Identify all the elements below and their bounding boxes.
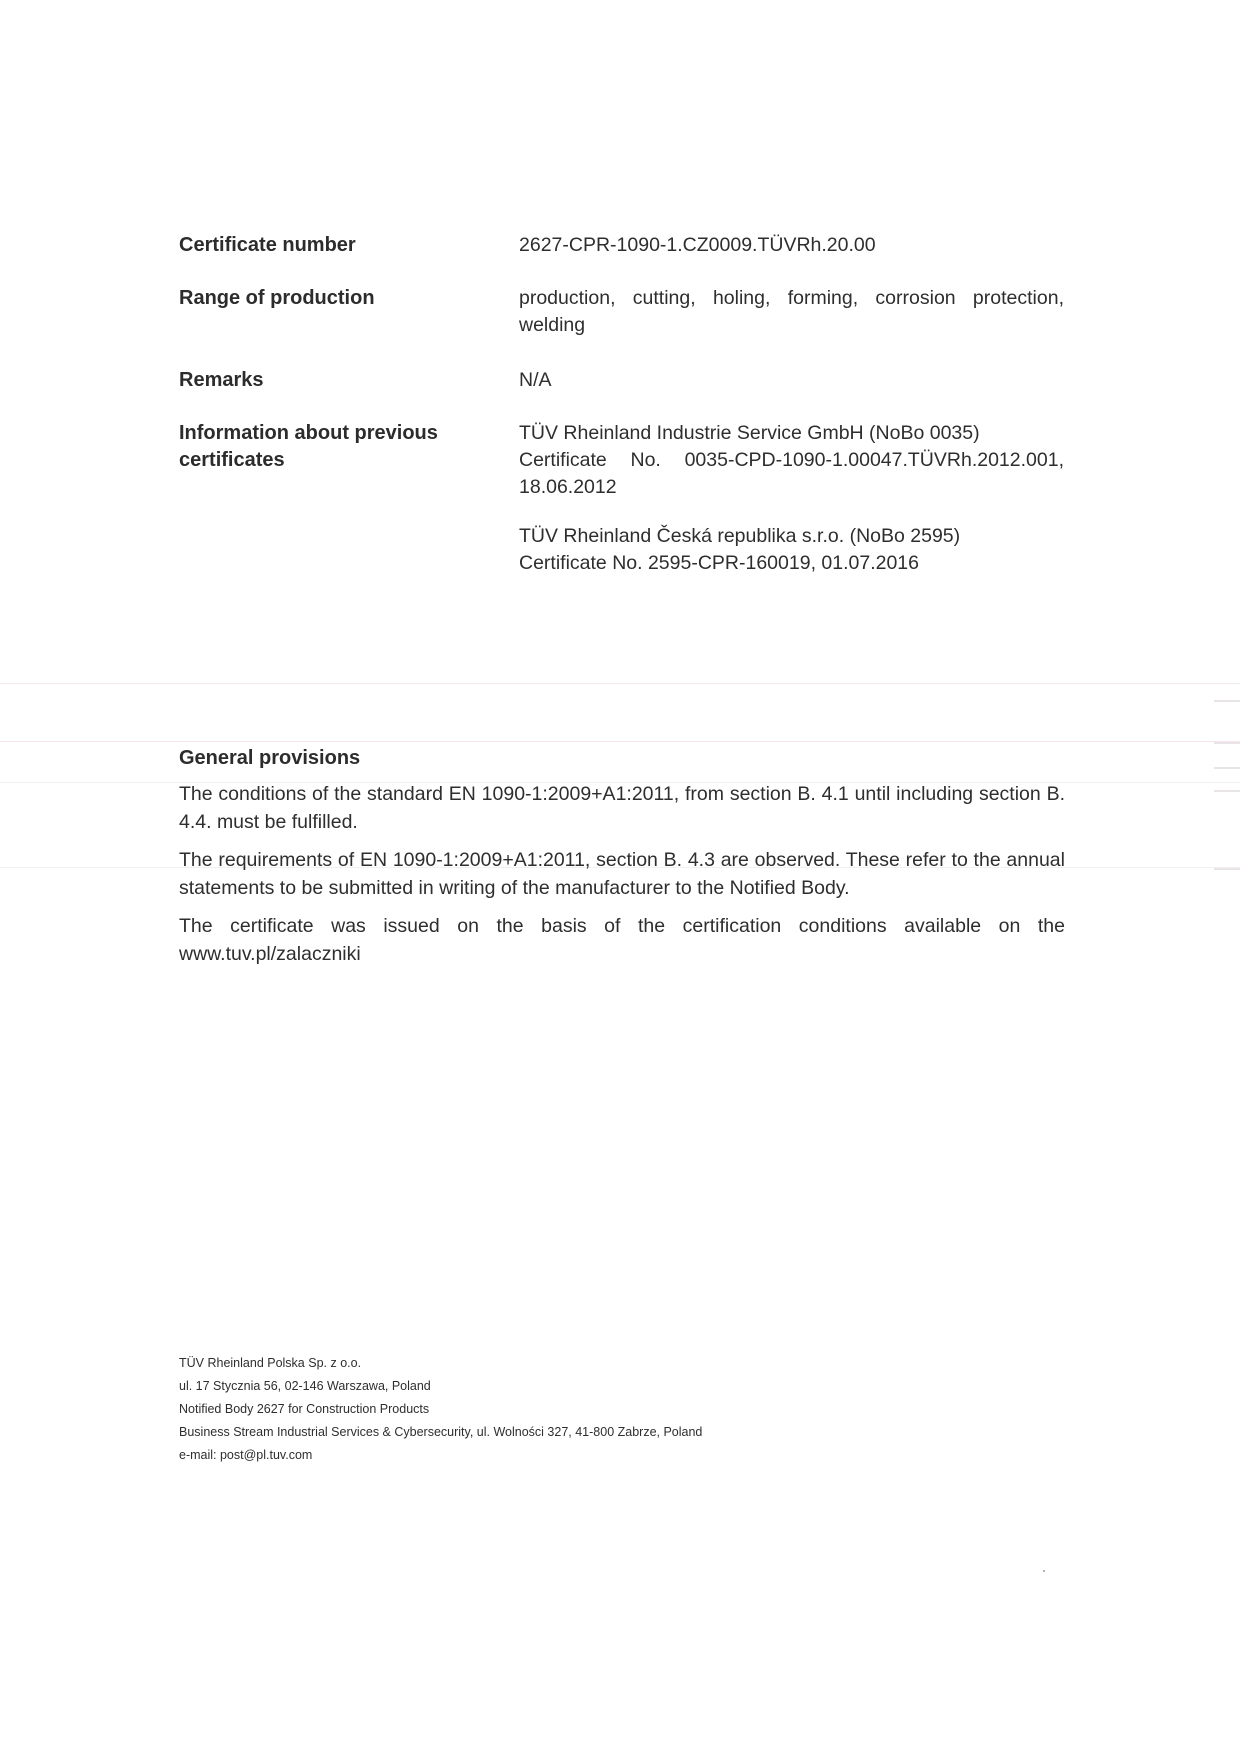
scan-edge-mark [1214,868,1240,870]
previous-certificate-number: Certificate No. 2595-CPR-160019, 01.07.2016 [519,552,919,574]
certificate-number-row [179,232,1069,259]
issuer-footer [179,1352,879,1467]
provision-paragraph: The conditions of the standard EN 1090-1:2009+A1:2011, from section B. 4.1 until including section B. 4.4. must be fulfilled. [179,783,1065,833]
scan-edge-mark [1214,767,1240,769]
range-of-production-value: production, cutting, holing, forming, corrosion protection, welding [519,287,1064,336]
scan-artifact-line [0,683,1240,684]
previous-certificates-label: Information about previous certificates [179,422,438,471]
remarks-value: N/A [519,369,552,391]
footer-notified-body: Notified Body 2627 for Construction Products [179,1402,430,1416]
remarks-label: Remarks [179,369,264,391]
range-of-production-label: Range of production [179,287,375,309]
previous-certificate-issuer: TÜV Rheinland Česká republika s.r.o. (NoBo 2595) [519,525,961,547]
general-provisions-heading: General provisions [179,747,361,769]
general-provisions-body [179,780,1065,978]
previous-certificate-number: Certificate No. 0035-CPD-1090-1.00047.TÜVRh.2012.001, [519,449,1064,471]
footer-company-name: TÜV Rheinland Polska Sp. z o.o. [179,1356,362,1370]
provision-paragraph: The certificate was issued on the basis of the certification conditions available on the www.tuv.pl/zalaczniki [179,915,1065,965]
previous-certificate-date: 18.06.2012 [519,476,617,498]
scan-artifact-line [0,741,1240,742]
provision-paragraph: The requirements of EN 1090-1:2009+A1:2011, section B. 4.3 are observed. These refer to the annual statements to be submitted in writing of the manufacturer to the Notified Body. [179,849,1065,899]
certificate-number-value: 2627-CPR-1090-1.CZ0009.TÜVRh.20.00 [519,234,876,256]
previous-certificate-entry [519,523,1064,577]
scan-speck [1043,1570,1045,1572]
certificate-number-label: Certificate number [179,234,356,256]
scan-edge-mark [1214,790,1240,792]
previous-certificates-list [519,420,1064,599]
scan-edge-mark [1214,742,1240,744]
previous-certificate-entry [519,420,1064,501]
footer-address: ul. 17 Stycznia 56, 02-146 Warszawa, Poland [179,1379,431,1393]
range-of-production-row [179,285,1069,339]
previous-certificate-issuer: TÜV Rheinland Industrie Service GmbH (NoBo 0035) [519,422,980,444]
remarks-row [179,367,1069,394]
previous-certificates-row [179,420,1069,599]
footer-business-stream: Business Stream Industrial Services & Cybersecurity, ul. Wolności 327, 41-800 Zabrze, Poland [179,1425,703,1439]
scan-edge-mark [1214,700,1240,702]
footer-email: e-mail: post@pl.tuv.com [179,1448,313,1462]
